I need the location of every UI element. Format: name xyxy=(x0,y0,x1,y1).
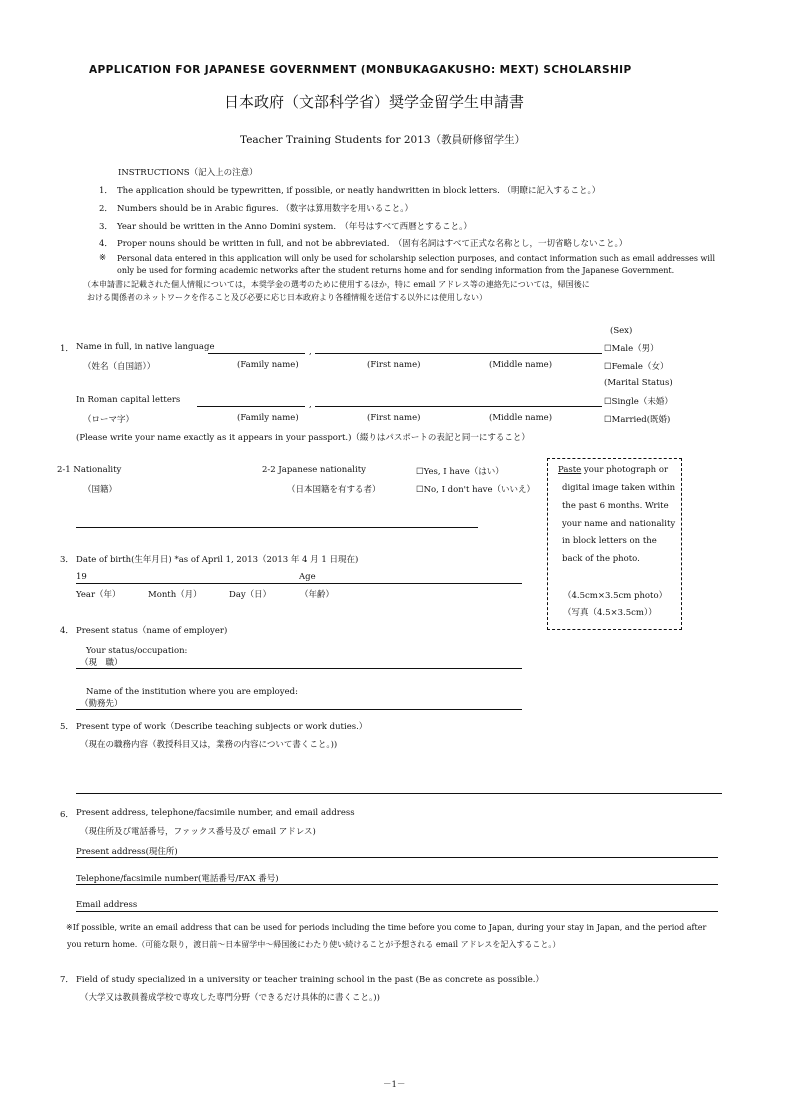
japanese-nationality-label: 2-2 Japanese nationality xyxy=(262,465,366,475)
phone-label: Telephone/facsimile number(電話番号/FAX 番号) xyxy=(76,874,279,884)
instruction-num: 3． xyxy=(99,222,113,232)
form-title-ja: 日本政府（文部科学省）奨学金留学生申請書 xyxy=(224,93,525,111)
birth-year-prefix: 19 xyxy=(76,572,87,582)
roman-name-label-ja: （ローマ字） xyxy=(83,415,135,425)
male-checkbox[interactable]: ☐Male（男） xyxy=(604,344,659,354)
passport-note: (Please write your name exactly as it appears in your passport.)（綴りはパスポートの表記と同一にすること） xyxy=(76,433,530,443)
nationality-label-ja: （国籍） xyxy=(83,485,118,495)
roman-name-label: In Roman capital letters xyxy=(76,395,181,405)
privacy-note-en-1: Personal data entered in this application will only be used for scholarship selection purposes, and contact information such as email addresses will xyxy=(117,254,716,263)
institution-field[interactable] xyxy=(76,709,522,710)
email-label: Email address xyxy=(76,900,138,910)
sex-label: (Sex) xyxy=(610,326,633,336)
photo-instruction-1-rest: your photograph or xyxy=(581,465,669,475)
photo-instruction-5: in block letters on the xyxy=(562,536,657,546)
instruction-num: 4． xyxy=(99,239,113,249)
photo-size-en: （4.5cm×3.5cm photo） xyxy=(563,591,668,601)
email-note-1: ※If possible, write an email address that can be used for periods including the time before you come to Japan, during your stay in Japan, and the period after xyxy=(66,923,707,932)
study-label-ja: （大学又は教員養成学校で専攻した専門分野（できるだけ具体的に書くこと。)) xyxy=(80,993,380,1003)
work-label: Present type of work（Describe teaching subjects or work duties.） xyxy=(76,722,368,732)
instruction-text: Numbers should be in Arabic figures. （数字は算用数字を用いること。） xyxy=(117,204,414,214)
section-6-num: 6． xyxy=(60,810,74,820)
page-number: －1－ xyxy=(383,1080,406,1090)
email-field[interactable] xyxy=(76,911,718,912)
first-name-caption: (First name) xyxy=(367,360,421,370)
day-caption: Day（日） xyxy=(229,590,272,600)
photo-instruction-6: back of the photo. xyxy=(562,554,640,564)
single-checkbox[interactable]: ☐Single（未婚） xyxy=(604,397,673,407)
work-label-ja: （現在の職務内容（教授科目又は，業務の内容について書くこと。)) xyxy=(80,740,338,750)
middle-name-caption: (Middle name) xyxy=(489,413,553,423)
photo-instruction-1 xyxy=(558,465,668,475)
japanese-nationality-no-checkbox[interactable]: ☐No, I don't have（いいえ） xyxy=(416,485,536,495)
privacy-note-ja-1: （本申請書に記載された個人情報については，本奨学金の選考のために使用するほか，特に email アドレス等の連絡先については，帰国後に xyxy=(83,280,590,289)
present-address-field[interactable] xyxy=(76,857,718,858)
year-caption: Year（年） xyxy=(76,590,121,600)
nationality-label: 2-1 Nationality xyxy=(57,465,122,475)
instruction-text: Proper nouns should be written in full, and not be abbreviated. （固有名詞はすべて正式な名称とし，一切省略しないこと。） xyxy=(117,239,628,249)
email-note-2: you return home.（可能な限り，渡日前～日本留学中～帰国後にわたり使い続けることが予想される email アドレスを記入すること。） xyxy=(67,940,561,949)
study-label: Field of study specialized in a university or teacher training school in the past (Be as concrete as possible.） xyxy=(76,975,544,985)
given-name-native-field[interactable] xyxy=(315,353,602,354)
occupation-label-ja: （現 職） xyxy=(80,658,123,668)
native-name-label-ja: （姓名（自国語）） xyxy=(83,362,156,372)
form-subtitle: Teacher Training Students for 2013（教員研修留学生） xyxy=(240,134,526,146)
institution-label: Name of the institution where you are employed: xyxy=(86,687,298,697)
marital-status-label: (Marital Status) xyxy=(604,378,673,388)
birth-date-field[interactable] xyxy=(76,583,522,584)
form-title-en: APPLICATION FOR JAPANESE GOVERNMENT (MONBUKAGAKUSHO: MEXT) SCHOLARSHIP xyxy=(89,64,632,76)
japanese-nationality-label-ja: （日本国籍を有する者） xyxy=(287,485,381,495)
photo-size-ja: （写真（4.5×3.5cm）） xyxy=(563,608,657,618)
female-checkbox[interactable]: ☐Female（女） xyxy=(604,362,669,372)
comma: , xyxy=(309,400,312,410)
native-name-label: Name in full, in native language xyxy=(76,342,215,352)
family-name-roman-field[interactable] xyxy=(197,406,305,407)
note-mark: ※ xyxy=(99,253,107,263)
family-name-caption: (Family name) xyxy=(237,360,299,370)
photo-instruction-3: the past 6 months. Write xyxy=(562,501,669,511)
occupation-label: Your status/occupation: xyxy=(86,646,188,656)
present-address-label: Present address(現住所) xyxy=(76,847,178,857)
status-label: Present status（name of employer) xyxy=(76,626,228,636)
section-7-num: 7． xyxy=(60,975,74,985)
photo-instruction-4: your name and nationality xyxy=(562,519,676,529)
institution-label-ja: （勤務先） xyxy=(80,699,123,709)
instructions-heading: INSTRUCTIONS（記入上の注意） xyxy=(118,168,258,178)
phone-field[interactable] xyxy=(76,884,718,885)
instruction-text: Year should be written in the Anno Domini system. （年号はすべて西暦とすること。） xyxy=(117,222,472,232)
middle-name-caption: (Middle name) xyxy=(489,360,553,370)
comma: , xyxy=(309,347,312,357)
birth-label: Date of birth(生年月日) *as of April 1, 2013（2013 年 4 月 1 日現在) xyxy=(76,555,359,565)
privacy-note-en-2: only be used for forming academic networks after the student returns home and for sending information from the Japanese Government. xyxy=(117,266,675,275)
photo-instruction-2: digital image taken within xyxy=(562,483,676,493)
section-4-num: 4． xyxy=(60,626,74,636)
section-3-num: 3． xyxy=(60,555,74,565)
occupation-field[interactable] xyxy=(76,668,522,669)
address-label: Present address, telephone/facsimile number, and email address xyxy=(76,808,355,818)
age-caption-ja: （年齢） xyxy=(300,590,335,600)
section-5-num: 5． xyxy=(60,722,74,732)
first-name-caption: (First name) xyxy=(367,413,421,423)
instruction-num: 1． xyxy=(99,186,113,196)
japanese-nationality-yes-checkbox[interactable]: ☐Yes, I have（はい） xyxy=(416,467,504,477)
age-label: Age xyxy=(299,572,316,582)
work-field[interactable] xyxy=(76,793,722,794)
nationality-field[interactable] xyxy=(76,527,478,528)
privacy-note-ja-2: おける関係者のネットワークを作ること及び必要に応じ日本政府より各種情報を送信する以外には使用しない） xyxy=(87,293,487,302)
month-caption: Month（月） xyxy=(148,590,202,600)
section-1-num: 1． xyxy=(60,344,74,354)
family-name-native-field[interactable] xyxy=(208,353,305,354)
given-name-roman-field[interactable] xyxy=(315,406,602,407)
instruction-text: The application should be typewritten, if possible, or neatly handwritten in block letters. （明瞭に記入すること。） xyxy=(117,186,601,196)
address-label-ja: （現住所及び電話番号，ファックス番号及び email アドレス) xyxy=(80,827,316,837)
paste-word: Paste xyxy=(558,465,582,475)
married-checkbox[interactable]: ☐Married(既婚) xyxy=(604,415,671,425)
instruction-num: 2． xyxy=(99,204,113,214)
family-name-caption: (Family name) xyxy=(237,413,299,423)
